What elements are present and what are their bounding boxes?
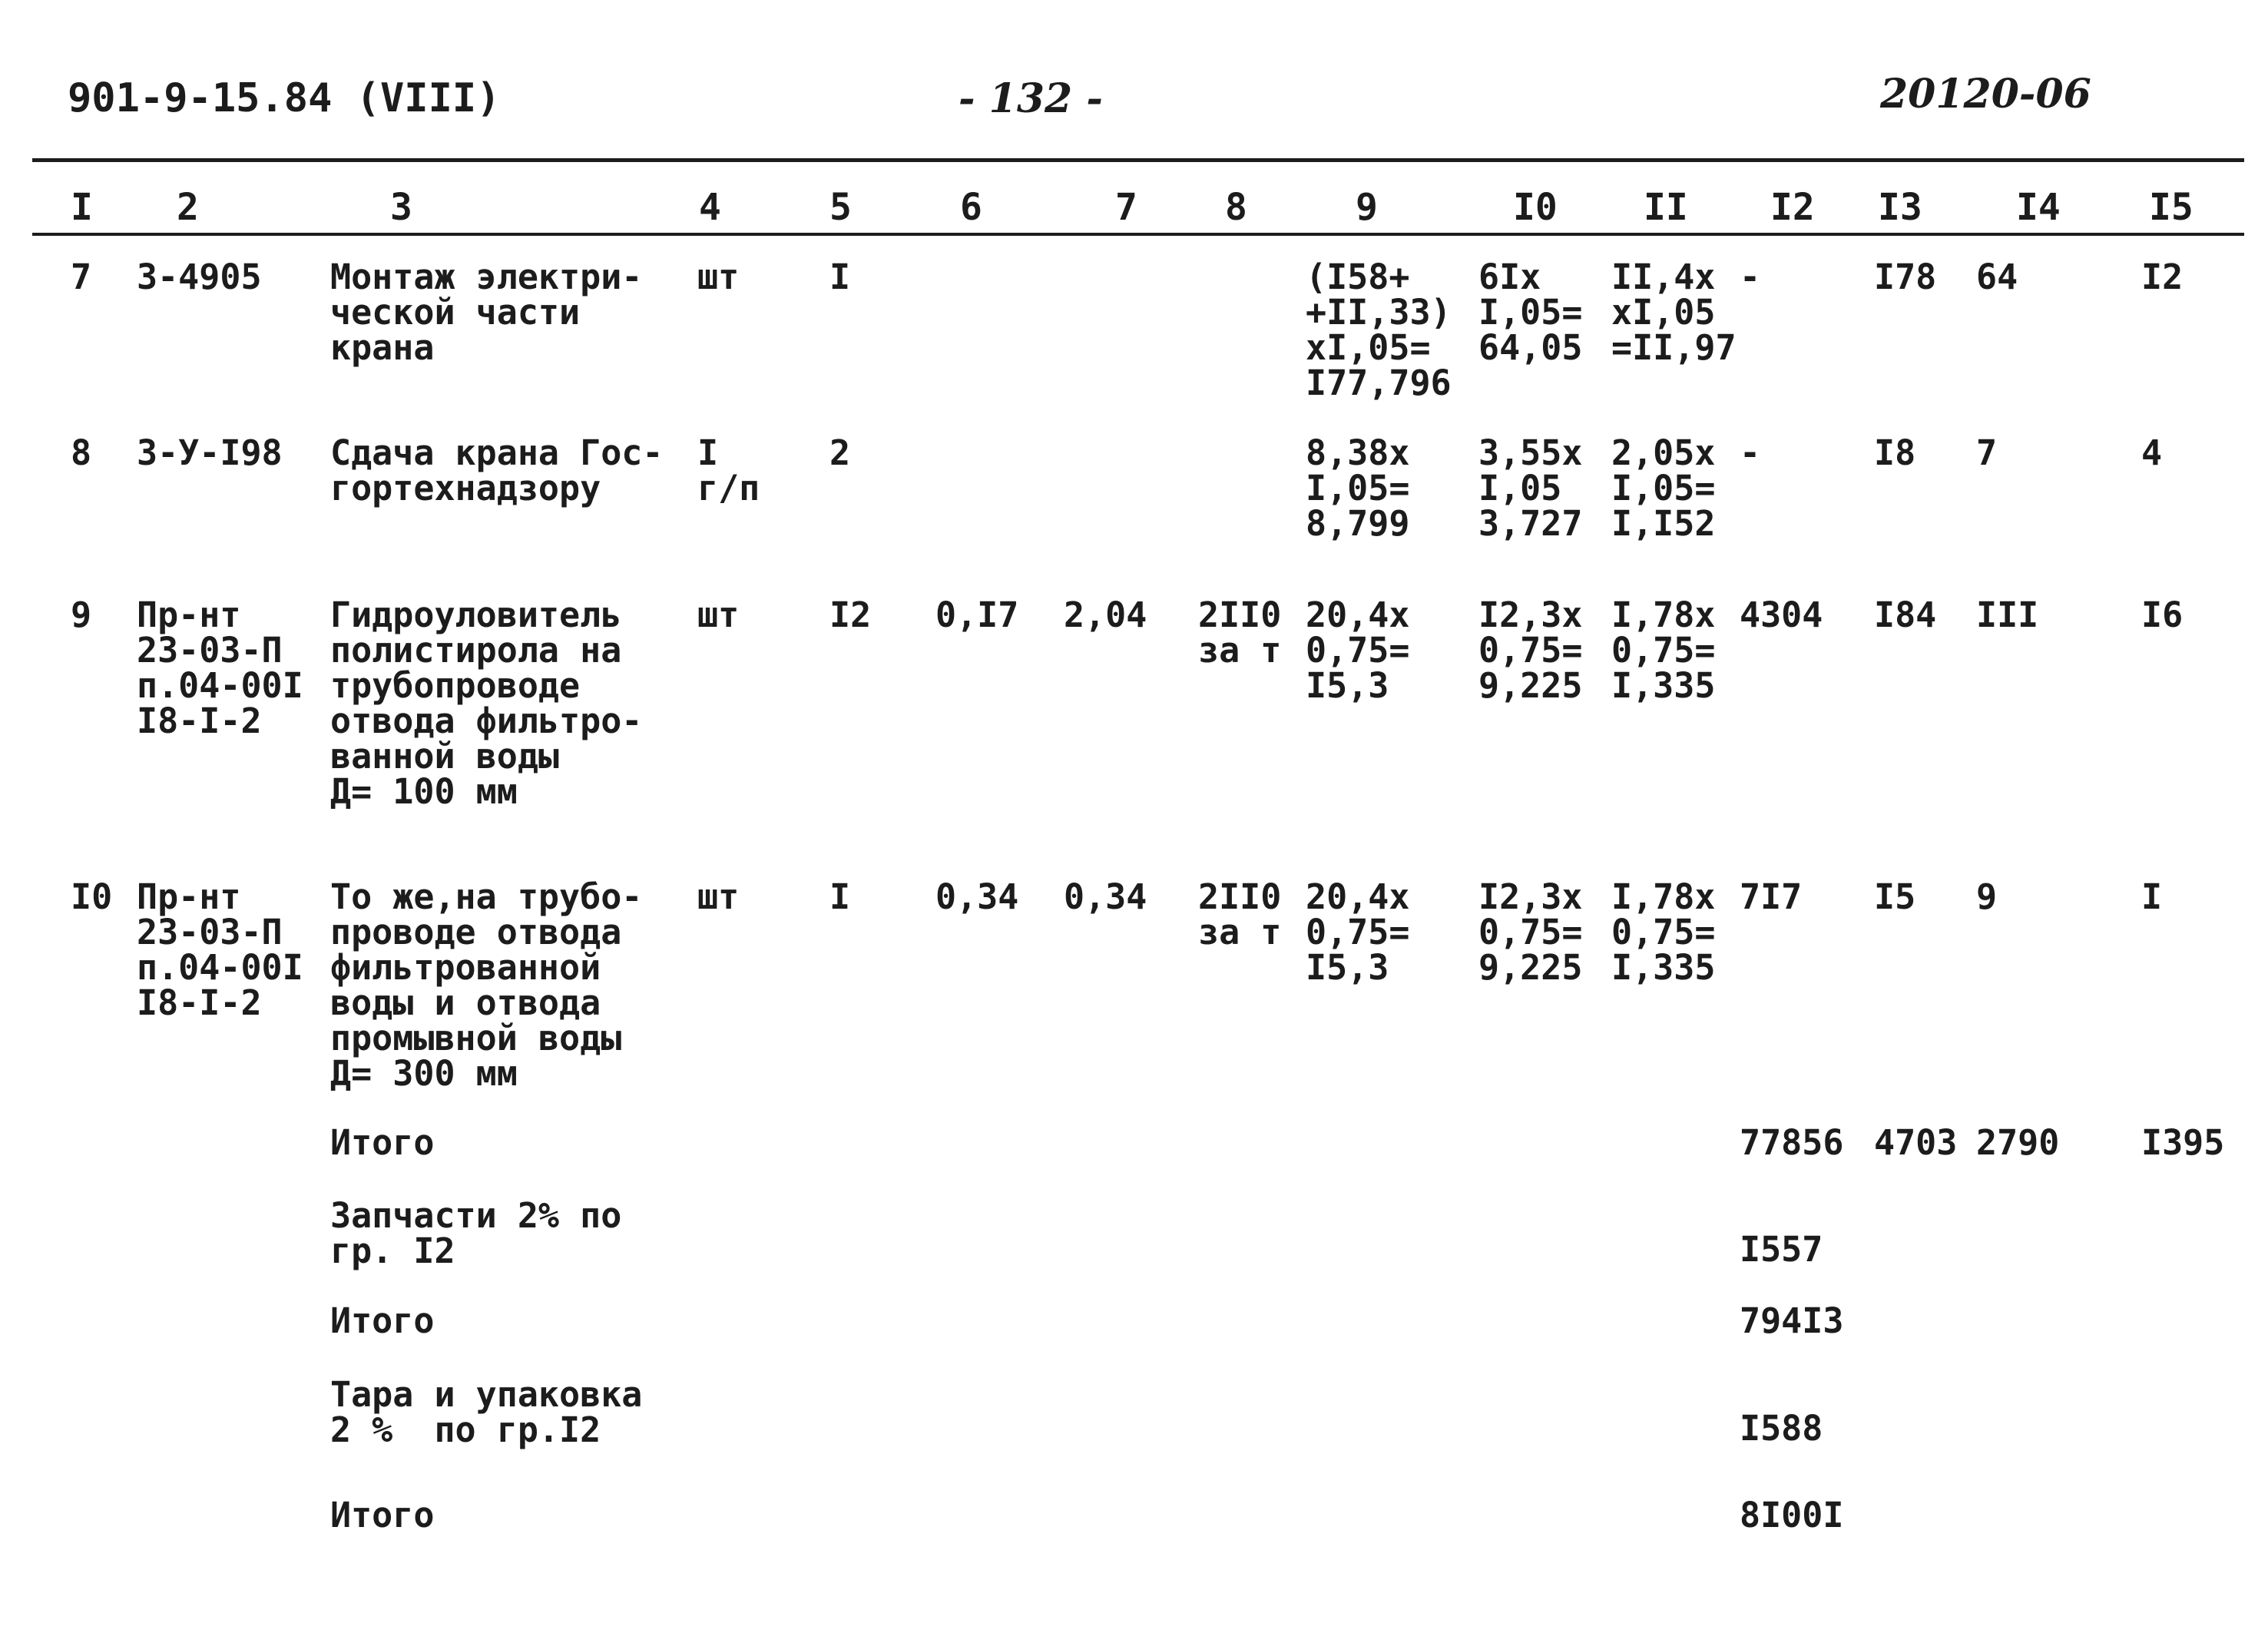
total-operator-wages: 4 [2141,432,2163,473]
total-operator-wages: I6 [2141,595,2184,635]
total-machines: III [1976,595,2039,635]
quantity: I2 [829,595,872,635]
page-number: - 132 - [959,75,1103,122]
total-machines: 9 [1976,876,1998,917]
unit-cost-machines-line: I,78x [1611,595,1716,635]
rate-code-line: 3-У-I98 [137,432,283,473]
unit-cost-wages-line: I2,3x [1478,595,1583,635]
column-header-3: 3 [390,186,412,229]
rate-code [137,876,303,1023]
header-rule [32,233,2244,236]
column-header-2: 2 [177,186,199,229]
weight-unit: 0,34 [935,876,1019,917]
rate-code-line: п.04-00I [137,947,303,988]
unit-cost-wages-line: I,05= [1478,292,1583,333]
unit [697,876,740,917]
unit-line: шт [697,595,740,635]
column-header-8: 8 [1225,186,1247,229]
summary-label-line: Запчасти 2% по [330,1195,622,1236]
column-header-14: I4 [2016,186,2061,229]
total-machines: 64 [1976,257,2018,297]
rate-code [137,257,262,297]
summary-label-line: 2 % по гр.I2 [330,1409,601,1450]
total-operator-wages: I [2141,876,2163,917]
summary-label [330,1195,622,1271]
summary-label-line: Итого [330,1300,435,1341]
unit-cost-wages-line: 0,75= [1478,912,1583,952]
work-description-line: Сдача крана Гос- [330,432,664,473]
quantity: 2 [829,432,851,473]
unit-cost-total-line: 20,4x [1306,595,1410,635]
summary-total-cost: 8I00I [1740,1495,1844,1535]
summary-label-line: гр. I2 [330,1231,455,1271]
unit-cost-machines [1611,876,1716,988]
unit-cost-machines-line: xI,05 [1611,292,1716,333]
column-header-13: I3 [1878,186,1922,229]
unit-cost-wages-line: 3,727 [1478,503,1583,544]
total-machines: 7 [1976,432,1998,473]
total-wages: I5 [1874,876,1916,917]
unit-cost-wages [1478,876,1583,988]
column-header-11: II [1644,186,1688,229]
work-description [330,595,643,812]
unit-cost-machines [1611,257,1737,368]
work-description [330,432,664,508]
unit-line: шт [697,257,740,297]
column-header-15: I5 [2149,186,2194,229]
summary-total-machines: 2790 [1976,1122,2060,1163]
unit-cost-wages-line: 9,225 [1478,947,1583,988]
summary-label-line: Тара и упаковка [330,1374,643,1415]
column-header-6: 6 [960,186,982,229]
rate-code-line: п.04-00I [137,665,303,706]
unit-cost-total-line: I5,3 [1306,665,1389,706]
unit-line: шт [697,876,740,917]
work-description-line: крана [330,327,435,368]
unit [697,432,760,508]
unit-cost-machines-line: 0,75= [1611,630,1716,671]
summary-label-line: Итого [330,1495,435,1535]
column-header-9: 9 [1356,186,1378,229]
summary-total-cost: 794I3 [1740,1300,1844,1341]
summary-total-cost: I557 [1740,1229,1823,1270]
unit-price-material-line: за т [1198,630,1282,671]
weight-unit: 0,I7 [935,595,1019,635]
unit-price-material [1198,595,1282,671]
unit-cost-total-line: (I58+ [1306,257,1410,297]
rate-code-line: I8-I-2 [137,701,262,741]
unit-cost-total-line: I77,796 [1306,363,1452,403]
quantity: I [829,257,851,297]
unit-cost-machines-line: I,78x [1611,876,1716,917]
unit-cost-machines-line: I,335 [1611,665,1716,706]
column-header-4: 4 [699,186,721,229]
work-description-line: Д= 300 мм [330,1053,518,1094]
unit-cost-wages-line: 64,05 [1478,327,1583,368]
work-description-line: Д= 100 мм [330,771,518,812]
unit-price-material-line: 2II0 [1198,595,1282,635]
rate-code-line: I8-I-2 [137,982,262,1023]
work-description-line: Монтаж электри- [330,257,643,297]
work-description-line: ческой части [330,292,581,333]
unit-cost-machines-line: II,4x [1611,257,1716,297]
total-wages: I8 [1874,432,1916,473]
summary-label [330,1122,435,1163]
work-description-line: То же,на трубо- [330,876,643,917]
total-wages: I84 [1874,595,1937,635]
summary-label [330,1374,643,1450]
unit-cost-total-line: 8,799 [1306,503,1410,544]
unit-cost-wages-line: 3,55x [1478,432,1583,473]
unit-cost-machines [1611,432,1716,544]
unit-cost-machines [1611,595,1716,706]
row-number: 9 [71,595,92,635]
total-cost: - [1740,257,1761,297]
document-code: 901-9-15.84 (VIII) [68,75,501,121]
column-header-5: 5 [829,186,852,229]
unit-cost-machines-line: I,335 [1611,947,1716,988]
work-description-line: воды и отвода [330,982,601,1023]
summary-label [330,1495,435,1535]
unit-cost-total-line: xI,05= [1306,327,1431,368]
unit-cost-total-line: I,05= [1306,468,1410,508]
row-number: 7 [71,257,92,297]
weight-total: 2,04 [1064,595,1147,635]
album-code: 20120-06 [1880,71,2091,118]
unit-cost-wages-line: I,05 [1478,468,1562,508]
total-cost: 7I7 [1740,876,1803,917]
column-header-12: I2 [1770,186,1815,229]
unit-cost-machines-line: 0,75= [1611,912,1716,952]
summary-label-line: Итого [330,1122,435,1163]
summary-total-operator-wages: I395 [2141,1122,2225,1163]
unit-cost-machines-line: =II,97 [1611,327,1737,368]
unit-cost-wages [1478,595,1583,706]
rate-code-line: Пр-нт [137,595,241,635]
unit-cost-wages-line: 0,75= [1478,630,1583,671]
rate-code-line: Пр-нт [137,876,241,917]
unit-cost-machines-line: I,I52 [1611,503,1716,544]
work-description [330,876,643,1094]
work-description-line: фильтрованной [330,947,601,988]
unit-cost-wages-line: I2,3x [1478,876,1583,917]
unit-line: г/п [697,468,760,508]
column-header-1: I [71,186,93,229]
unit-cost-total [1306,595,1410,706]
quantity: I [829,876,851,917]
summary-total-cost: 77856 [1740,1122,1844,1163]
work-description-line: проводе отвода [330,912,622,952]
weight-total: 0,34 [1064,876,1147,917]
work-description-line: отвода фильтро- [330,701,643,741]
unit-cost-total [1306,876,1410,988]
work-description-line: трубопроводе [330,665,581,706]
work-description-line: полистирола на [330,630,622,671]
rate-code-line: 23-03-П [137,630,283,671]
unit-cost-total-line: 20,4x [1306,876,1410,917]
work-description-line: Гидроуловитель [330,595,622,635]
unit [697,257,740,297]
unit [697,595,740,635]
rate-code [137,432,283,473]
row-number: 8 [71,432,92,473]
unit-price-material-line: за т [1198,912,1282,952]
rate-code-line: 3-4905 [137,257,262,297]
unit-cost-wages-line: 6Ix [1478,257,1541,297]
unit-cost-total-line: 8,38x [1306,432,1410,473]
unit-cost-total-line: +II,33) [1306,292,1452,333]
column-header-10: I0 [1513,186,1558,229]
unit-cost-total [1306,257,1452,403]
unit-price-material [1198,876,1282,952]
column-header-7: 7 [1115,186,1137,229]
unit-cost-wages [1478,432,1583,544]
unit-cost-wages [1478,257,1583,368]
unit-cost-machines-line: I,05= [1611,468,1716,508]
row-number: I0 [71,876,113,917]
summary-total-cost: I588 [1740,1408,1823,1449]
rate-code [137,595,303,741]
summary-label [330,1300,435,1341]
rate-code-line: 23-03-П [137,912,283,952]
unit-cost-total [1306,432,1410,544]
work-description [330,257,643,368]
work-description-line: промывной воды [330,1018,622,1058]
total-cost: 4304 [1740,595,1823,635]
unit-cost-total-line: 0,75= [1306,630,1410,671]
total-cost: - [1740,432,1761,473]
unit-line: I [697,432,719,473]
unit-price-material-line: 2II0 [1198,876,1282,917]
unit-cost-total-line: 0,75= [1306,912,1410,952]
total-operator-wages: I2 [2141,257,2184,297]
work-description-line: ванной воды [330,736,560,777]
total-wages: I78 [1874,257,1937,297]
summary-total-wages: 4703 [1874,1122,1958,1163]
unit-cost-wages-line: 9,225 [1478,665,1583,706]
top-rule [32,158,2244,162]
unit-cost-machines-line: 2,05x [1611,432,1716,473]
work-description-line: гортехнадзору [330,468,601,508]
unit-cost-total-line: I5,3 [1306,947,1389,988]
